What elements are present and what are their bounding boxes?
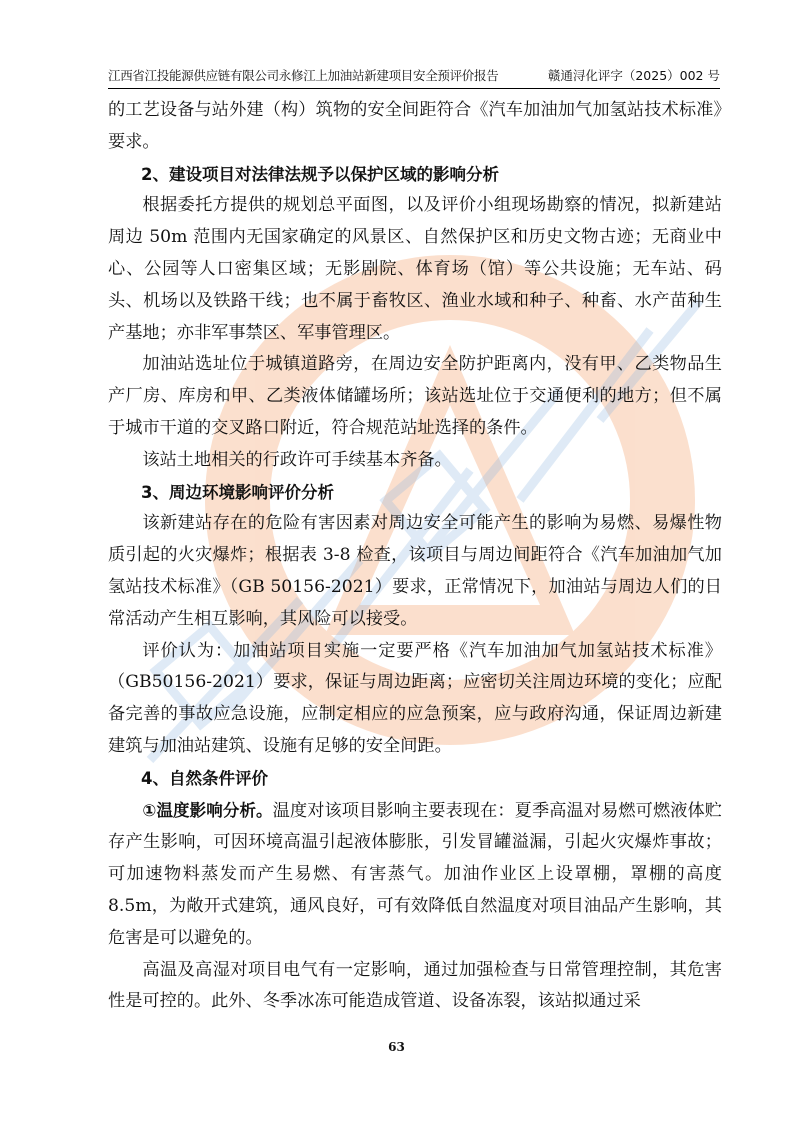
paragraph: 加油站选址位于城镇道路旁，在周边安全防护距离内，没有甲、乙类物品生产厂房、库房和甲、乙类液体储罐场所；该站选址位于交通便利的地方；但不属于城市干道的交叉路口附近，符合规范站址选择的条件。 [108, 354, 722, 438]
paragraph: 高温及高湿对项目电气有一定影响，通过加强检查与日常管理控制，其危害性是可控的。此外、冬季冰冻可能造成管道、设备冻裂，该站拟通过采 [108, 959, 722, 1012]
page-header [108, 66, 720, 89]
paragraph: 评价认为：加油站项目实施一定要严格《汽车加油加气加氢站技术标准》（GB50156-2021）要求，保证与周边距离；应密切关注周边环境的变化；应配备完善的事故应急设施，应制定相应的应急预案，应与政府沟通，保证周边新建建筑与加油站建筑、设施有足够的安全间距。 [108, 640, 722, 756]
paragraph: 该站土地相关的行政许可手续基本齐备。 [142, 449, 452, 470]
header-report-number: 赣通浔化评字（2025）002 号 [547, 68, 720, 83]
section-heading: 3、周边环境影响评价分析 [141, 482, 334, 502]
paragraph: 根据委托方提供的规划总平面图，以及评价小组现场勘察的情况，拟新建站周边 50m 范围内无国家确定的风景区、自然保护区和历史文物古迹；无商业中心、公园等人口密集区域；无影剧院、体育场（馆）等公共设施；无车站、码头、机场以及铁路干线；也不属于畜牧区、渔业水域和种子、种畜、水产苗种生产基地；亦非军事禁区、军事管理区。 [108, 195, 722, 343]
paragraph-lead: ①温度影响分析。 [142, 800, 273, 820]
section-heading: 2、建设项目对法律法规予以保护区域的影响分析 [141, 164, 499, 184]
paragraph: 该新建站存在的危险有害因素对周边安全可能产生的影响为易燃、易爆性物质引起的火灾爆炸；根据表 3-8 检查，该项目与周边间距符合《汽车加油加气加氢站技术标准》（GB 50156-2021）要求，正常情况下，加油站与周边人们的日常活动产生相互影响，其风险可以接受。 [108, 513, 722, 629]
page-number: 63 [388, 1040, 405, 1054]
paragraph [108, 795, 722, 955]
paragraph-text: 温度对该项目影响主要表现在：夏季高温对易燃可燃液体贮存产生影响，可因环境高温引起液体膨胀，引发冒罐溢漏，引起火灾爆炸事故；可加速物料蒸发而产生易燃、有害蒸气。加油作业区上设罩棚，罩棚的高度 8.5m，为敞开式建筑，通风良好，可有效降低自然温度对项目油品产生影响，其危害是可以避免的。 [108, 800, 722, 948]
paragraph-continuation: 的工艺设备与站外建（构）筑物的安全间距符合《汽车加油加气加氢站技术标准》要求。 [108, 100, 722, 152]
header-report-title: 江西省江投能源供应链有限公司永修江上加油站新建项目安全预评价报告 [108, 68, 499, 83]
section-heading: 4、自然条件评价 [141, 768, 268, 788]
document-body [108, 95, 722, 1018]
